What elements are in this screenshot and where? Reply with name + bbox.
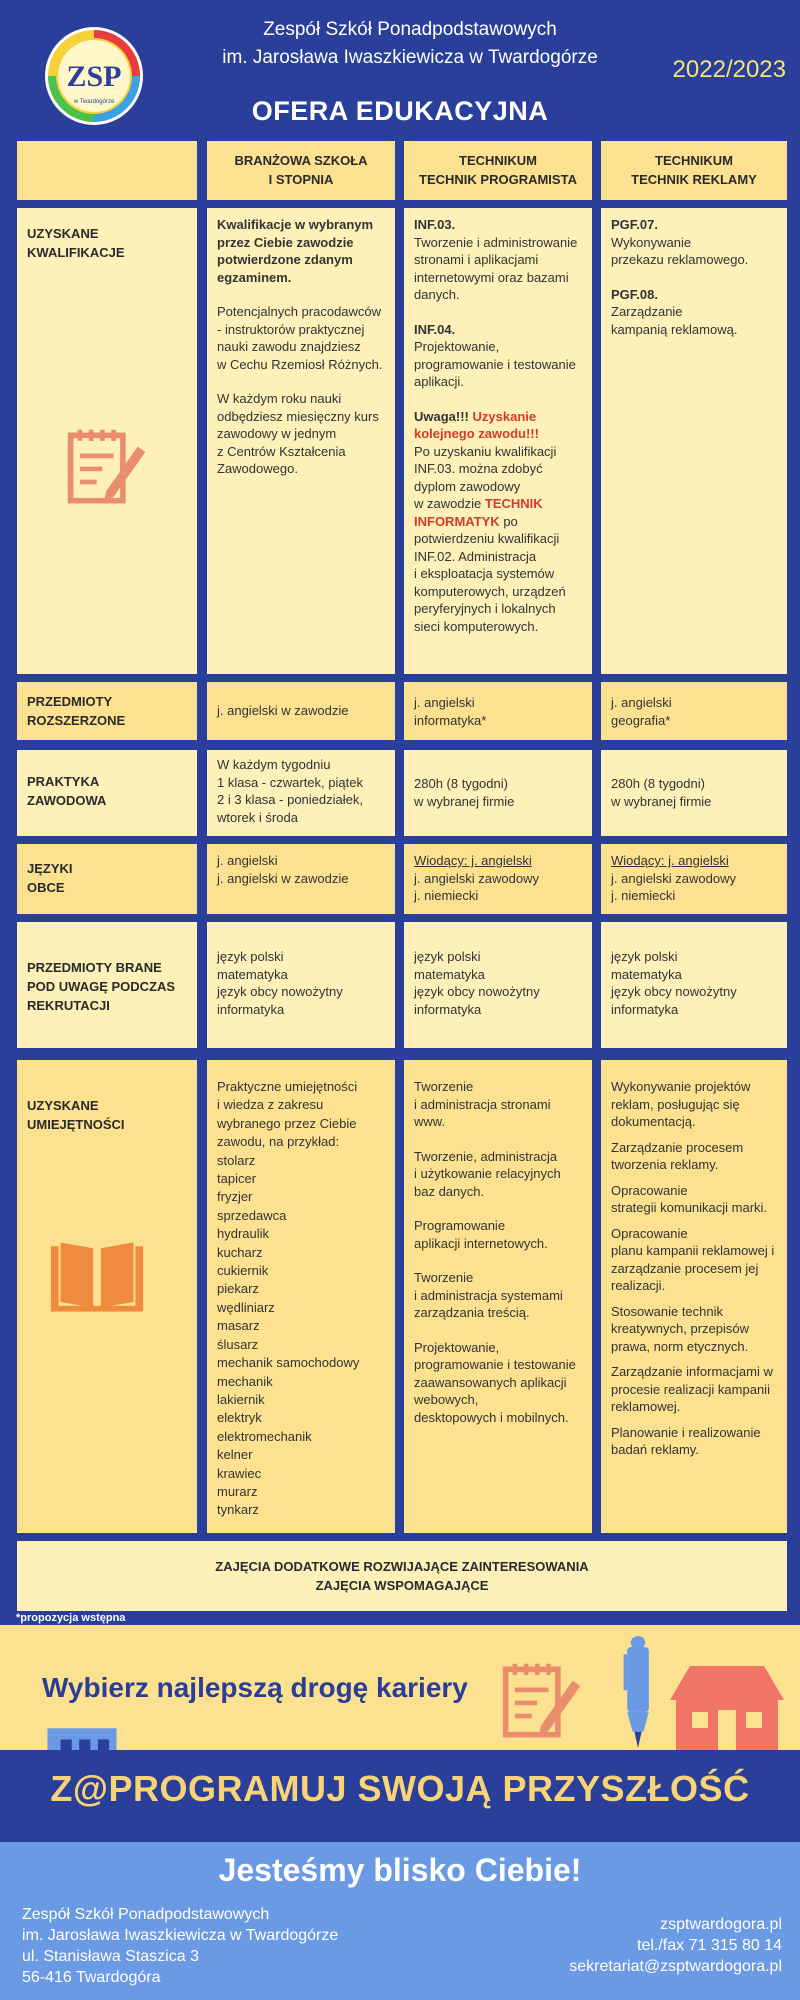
extra-activities	[17, 1541, 787, 1611]
header	[0, 0, 800, 140]
extra-line2: ZAJĘCIA WSPOMAGAJĄCE	[315, 1578, 489, 1593]
jezyki-branzowa: j. angielski j. angielski w zawodzie	[207, 844, 395, 914]
school-name	[190, 16, 630, 72]
skill-reklamy-1: Wykonywanie projektów reklam, posługując się dokumentacją.	[611, 1079, 751, 1129]
skill-reklamy-3: Opracowanie strategii komunikacji marki.	[611, 1182, 768, 1215]
kwalifikacje-reklamy	[601, 208, 787, 674]
umiejetnosci-branzowa: Praktyczne umiejętności i wiedza z zakresu wybranego przez Ciebie zawodu, na przykład: stolarz tapicer fryzjer sprzedawca hydraulik kucharz cukiernik piekarz wędliniarz masarz ślusarz mechanik samochodowy mechanik lakiernik elektryk elektromechanik kelner krawiec murarz tynkarz	[207, 1060, 395, 1533]
skill-reklamy-4: Opracowanie planu kampanii reklamowej i zarządzanie procesem jej realizacji.	[611, 1225, 775, 1293]
skill-reklamy-6: Zarządzanie informacjami w procesie realizacji kampanii reklamowej.	[611, 1364, 773, 1414]
column-header-programista: TECHNIKUM TECHNIK PROGRAMISTA	[404, 141, 592, 200]
row-label-praktyka: PRAKTYKA ZAWODOWA	[17, 750, 197, 836]
career-slogan: Wybierz najlepszą drogę kariery	[42, 1672, 468, 1703]
umiejetnosci-reklamy	[601, 1060, 787, 1533]
row-label-text: UZYSKANE UMIEJĘTNOŚCI	[27, 1098, 125, 1132]
rozszerzone-programista: j. angielski informatyka*	[404, 682, 592, 740]
jezyki-programista-list: j. angielski zawodowy j. niemiecki	[414, 870, 540, 903]
rekrutacja-programista: język polski matematyka język obcy nowożytny informatyka	[404, 922, 592, 1048]
kwalifikacje-programista	[404, 208, 592, 674]
qualification-desc-pgf08: Zarządzanie kampanią reklamową.	[611, 304, 738, 337]
skill-programista-1: Tworzenie i administracja stronami www.	[414, 1079, 551, 1129]
qualification-code-inf04: INF.04.	[414, 321, 456, 337]
extra-profession-text-a: Po uzyskaniu kwalifikacji INF.03. można zdobyć dyplom zawodowy w zawodzie	[414, 443, 557, 511]
extra-profession-text-b: po potwierdzeniu kwalifikacji INF.02. Administracja i eksploatacja systemów komputerowych, urządzeń peryferyjnych i lokalnych sieci komputerowych.	[414, 513, 566, 634]
jezyki-reklamy	[601, 844, 787, 914]
jezyki-reklamy-lead: Wiodący: j. angielski	[611, 853, 729, 868]
school-address: Zespół Szkół Ponadpodstawowych im. Jarosława Iwaszkiewicza w Twardogórze ul. Stanisława Staszica 3 56-416 Twardogóra	[22, 1906, 339, 1986]
umiejetnosci-programista	[404, 1060, 592, 1533]
row-label-kwalifikacje	[17, 208, 197, 674]
extra-profession-name: TECHNIK INFORMATYK	[414, 496, 543, 529]
qualification-desc-inf03: Tworzenie i administrowanie stronami i aplikacjami internetowymi oraz bazami danych.	[414, 234, 578, 302]
school-line2: im. Jarosława Iwaszkiewicza w Twardogórze	[222, 47, 598, 68]
corner-cell	[17, 141, 197, 200]
jezyki-programista-lead: Wiodący: j. angielski	[414, 853, 532, 868]
qualification-desc-inf04: Projektowanie, programowanie i testowanie aplikacji.	[414, 339, 576, 389]
row-label-text: UZYSKANE KWALIFIKACJE	[27, 226, 125, 260]
jezyki-reklamy-list: j. angielski zawodowy j. niemiecki	[611, 870, 737, 903]
kwalifikacje-branzowa-p2: Potencjalnych pracodawców - instruktorów praktycznej nauki zawodu znajdziesz w Cechu Rzemiosł Różnych.	[217, 304, 383, 372]
qualification-code-pgf08: PGF.08.	[611, 286, 658, 302]
extra-line1: ZAJĘCIA DODATKOWE ROZWIJAJĄCE ZAINTERESOWANIA	[215, 1559, 589, 1574]
row-label-rekrutacja: PRZEDMIOTY BRANE POD UWAGĘ PODCZAS REKRUTACJI	[17, 922, 197, 1048]
row-label-jezyki: JĘZYKI OBCE	[17, 844, 197, 914]
qualification-desc-pgf07: Wykonywanie przekazu reklamowego.	[611, 234, 749, 267]
kwalifikacje-branzowa	[207, 208, 395, 674]
notepad-pencil-icon	[65, 426, 149, 510]
main-slogan: Z@PROGRAMUJ SWOJĄ PRZYSZŁOŚĆ	[50, 1768, 750, 1809]
rekrutacja-branzowa: język polski matematyka język obcy nowożytny informatyka	[207, 922, 395, 1048]
qualification-code-pgf07: PGF.07.	[611, 217, 658, 232]
row-label-rozszerzone: PRZEDMIOTY ROZSZERZONE	[17, 682, 197, 740]
qualification-code-inf03: INF.03.	[414, 217, 456, 232]
house-icon	[662, 1654, 792, 1754]
notepad-pencil-icon	[500, 1660, 584, 1744]
kwalifikacje-branzowa-p3: W każdym roku nauki odbędziesz miesięczny kurs zawodowy w jednym z Centrów Kształcenia Zawodowego.	[217, 391, 379, 476]
jezyki-programista	[404, 844, 592, 914]
row-label-umiejetnosci	[17, 1060, 197, 1533]
pen-icon	[620, 1634, 656, 1752]
kwalifikacje-branzowa-lead: Kwalifikacje w wybranym przez Ciebie zawodzie potwierdzone zdanym egzaminem.	[217, 217, 374, 285]
school-year: 2022/2023	[672, 56, 786, 83]
skill-reklamy-7: Planowanie i realizowanie badań reklamy.	[611, 1424, 761, 1457]
warning-label: Uwaga!!!	[414, 408, 469, 424]
footer-headline: Jesteśmy blisko Ciebie!	[218, 1852, 582, 1888]
skill-programista-3: Programowanie aplikacji internetowych.	[414, 1218, 548, 1251]
svg-text:w Twardogórze: w Twardogórze	[73, 99, 115, 105]
praktyka-programista: 280h (8 tygodni) w wybranej firmie	[404, 750, 592, 836]
school-contact[interactable]: zsptwardogora.pl tel./fax 71 315 80 14 sekretariat@zsptwardogora.pl	[569, 1916, 782, 1975]
skill-reklamy-2: Zarządzanie procesem tworzenia reklamy.	[611, 1139, 744, 1172]
warning-highlight: Uzyskanie kolejnego zawodu!!!	[414, 408, 539, 441]
rekrutacja-reklamy: język polski matematyka język obcy nowożytny informatyka	[601, 922, 787, 1048]
skill-reklamy-5: Stosowanie technik kreatywnych, przepisów prawa, norm etycznych.	[611, 1303, 749, 1354]
open-book-icon	[49, 1238, 145, 1316]
praktyka-reklamy: 280h (8 tygodni) w wybranej firmie	[601, 750, 787, 836]
column-header-reklamy: TECHNIKUM TECHNIK REKLAMY	[601, 141, 787, 200]
column-header-branzowa: BRANŻOWA SZKOŁA I STOPNIA	[207, 141, 395, 200]
skill-programista-5: Projektowanie, programowanie i testowanie zaawansowanych aplikacji webowych, desktopowych i mobilnych.	[414, 1339, 576, 1425]
skill-programista-2: Tworzenie, administracja i użytkowanie relacyjnych baz danych.	[414, 1148, 561, 1199]
footnote: *propozycja wstępna	[16, 1612, 126, 1624]
skill-programista-4: Tworzenie i administracja systemami zarządzania treścią.	[414, 1270, 563, 1320]
praktyka-branzowa: W każdym tygodniu 1 klasa - czwartek, piątek 2 i 3 klasa - poniedziałek, wtorek i środa	[207, 750, 395, 836]
page-title: OFERA EDUKACYJNA	[251, 96, 549, 126]
rozszerzone-branzowa: j. angielski w zawodzie	[207, 682, 395, 740]
rozszerzone-reklamy: j. angielski geografia*	[601, 682, 787, 740]
school-line1: Zespół Szkół Ponadpodstawowych	[263, 19, 557, 40]
svg-text:ZSP: ZSP	[66, 60, 122, 93]
